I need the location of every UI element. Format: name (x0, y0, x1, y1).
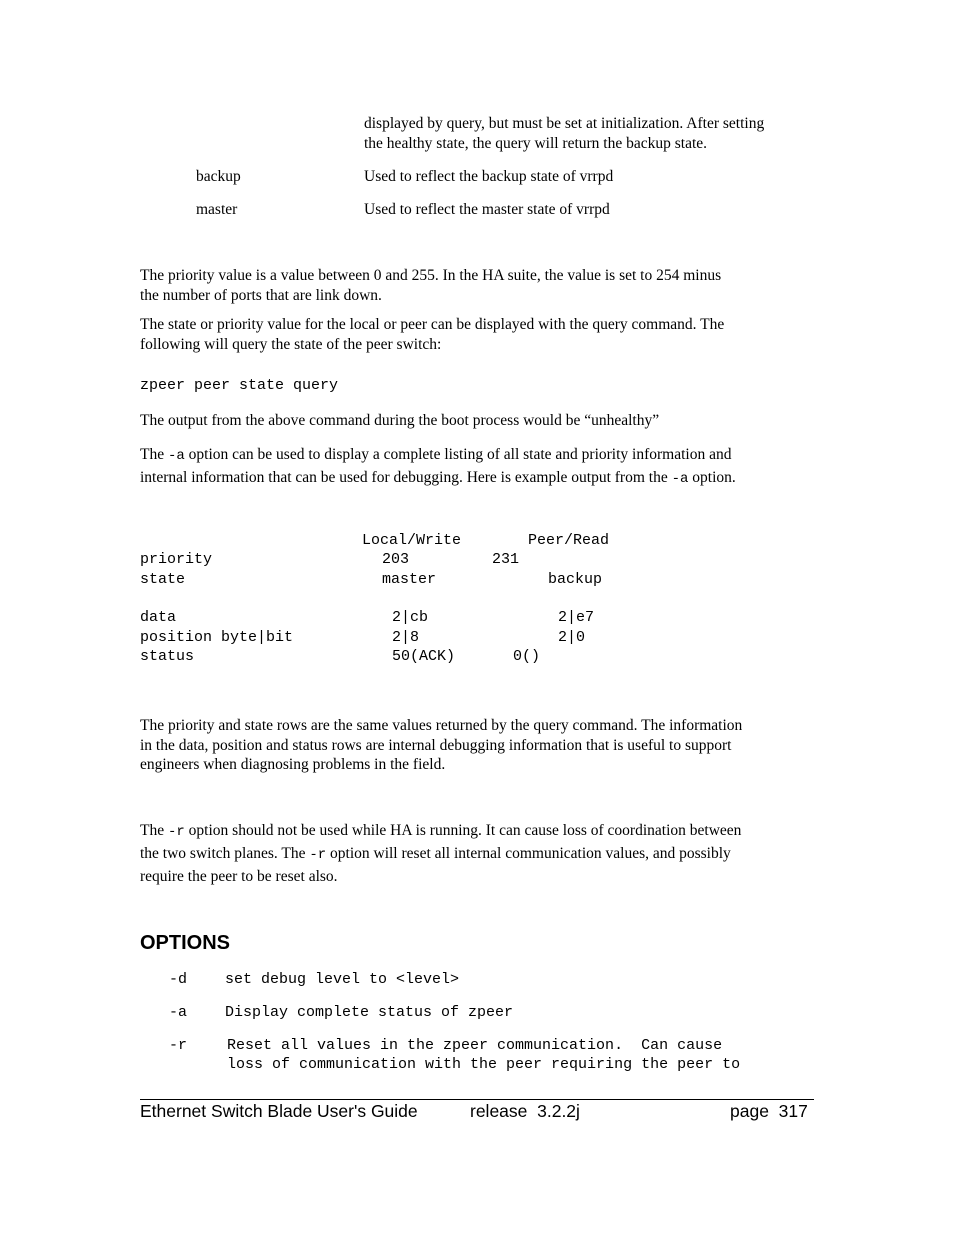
paragraph-line: following will query the state of the peer switch: (140, 335, 442, 353)
text-span: The (140, 446, 168, 463)
text-span: option should not be used while HA is running. It can cause loss of coordination between (184, 822, 742, 839)
paragraph-line: The state or priority value for the local or peer can be displayed with the query command. The (140, 316, 725, 333)
footer-rule (140, 1099, 814, 1100)
row-label-state: state (140, 571, 186, 588)
a-option-paragraph (140, 444, 820, 490)
row-peer-state: backup (548, 571, 603, 588)
r-option-paragraph (140, 820, 820, 888)
option-flag-d: -d (169, 971, 188, 988)
row-peer-priority: 231 (492, 551, 520, 568)
footer-release: release 3.2.2j (470, 1101, 580, 1121)
paragraph-line: the number of ports that are link down. (140, 286, 382, 304)
option-desc-r-line2: loss of communication with the peer requiring the peer to (227, 1056, 741, 1073)
def-term-backup: backup (196, 168, 241, 185)
rows-explain-paragraph (140, 716, 820, 775)
option-flag-a: -a (169, 1004, 188, 1021)
def-desc-backup: Used to reflect the backup state of vrrpd (364, 168, 614, 185)
row-peer-status: 0() (513, 648, 541, 665)
paragraph-line (140, 467, 820, 490)
inline-code: -a (167, 448, 185, 464)
def-term-master: master (196, 201, 238, 218)
header-peer-read: Peer/Read (528, 532, 610, 549)
inline-code: -r (167, 824, 185, 840)
inline-code: -a (671, 471, 689, 487)
footer-page-number: page 317 (730, 1101, 808, 1121)
def-continued-line: displayed by query, but must be set at initialization. After setting (364, 115, 765, 132)
text-span: internal information that can be used for debugging. Here is example output from the (140, 469, 672, 486)
text-span: option can be used to display a complete listing of all state and priority information and (184, 446, 732, 463)
row-peer-position: 2|0 (558, 629, 586, 646)
row-peer-data: 2|e7 (558, 609, 595, 626)
paragraph-line: engineers when diagnosing problems in the field. (140, 756, 446, 773)
text-span: option will reset all internal communication values, and possibly (326, 845, 731, 862)
paragraph-line: The priority and state rows are the same values returned by the query command. The information (140, 717, 743, 734)
inline-code: -r (309, 847, 327, 863)
text-span: option. (688, 469, 736, 486)
row-local-priority: 203 (382, 551, 410, 568)
row-label-data: data (140, 609, 177, 626)
footer-title: Ethernet Switch Blade User's Guide (140, 1101, 418, 1121)
options-heading: OPTIONS (140, 932, 231, 954)
row-label-priority: priority (140, 551, 213, 568)
row-local-state: master (382, 571, 437, 588)
paragraph-line (140, 843, 820, 866)
state-query-paragraph (140, 315, 820, 354)
option-desc-r-line1: Reset all values in the zpeer communication. Can cause (227, 1037, 723, 1054)
row-local-data: 2|cb (392, 609, 429, 626)
def-continued-text (364, 114, 764, 153)
row-label-status: status (140, 648, 195, 665)
paragraph-line: in the data, position and status rows are internal debugging information that is useful to support (140, 736, 732, 754)
def-continued-line: the healthy state, the query will return the backup state. (364, 134, 708, 152)
command-example: zpeer peer state query (140, 377, 339, 394)
row-local-status: 50(ACK) (392, 648, 456, 665)
header-local-write: Local/Write (362, 532, 462, 549)
option-flag-r: -r (169, 1037, 188, 1054)
row-local-position: 2|8 (392, 629, 420, 646)
output-note: The output from the above command during the boot process would be “unhealthy” (140, 412, 660, 429)
paragraph-line (140, 444, 820, 467)
paragraph-line (140, 820, 820, 843)
text-span: The (140, 822, 168, 839)
option-desc-d: set debug level to <level> (225, 971, 460, 988)
text-span: the two switch planes. The (140, 845, 310, 862)
paragraph-line: The priority value is a value between 0 and 255. In the HA suite, the value is set to 254 minus (140, 267, 722, 284)
def-desc-master: Used to reflect the master state of vrrpd (364, 201, 610, 218)
option-desc-a: Display complete status of zpeer (225, 1004, 514, 1021)
paragraph-line: require the peer to be reset also. (140, 868, 338, 885)
priority-value-paragraph (140, 266, 820, 305)
row-label-position: position byte|bit (140, 629, 294, 646)
